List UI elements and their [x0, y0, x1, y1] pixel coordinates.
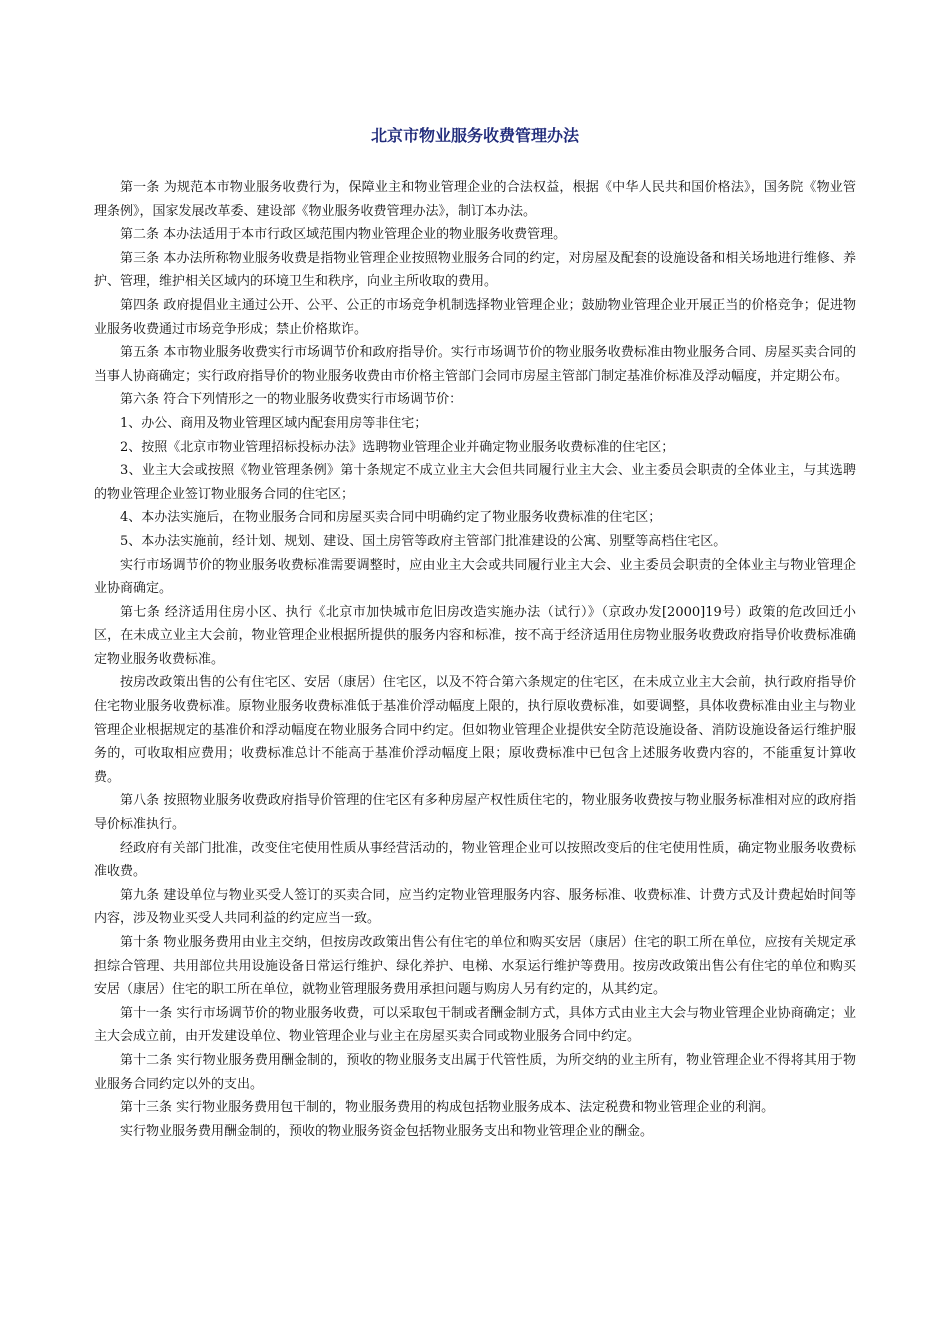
paragraph-item-4: 4、本办法实施后，在物业服务合同和房屋买卖合同中明确约定了物业服务收费标准的住宅区； — [120, 510, 662, 526]
document-title: 北京市物业服务收费管理办法 — [370, 126, 579, 145]
paragraph-article-7: 第七条 经济适用住房小区、执行《北京市加快城市危旧房改造实施办法（试行）》（京政办发[2000]19号）政策的危改回迁小区，在未成立业主大会前，物业管理企业根据所提供的服务内容和标准，按不高于经济适用住房物业服务收费政府指导价收费标准确定物业服务收费标准。 — [94, 604, 856, 667]
paragraph-article-13: 第十三条 实行物业服务费用包干制的，物业服务费用的构成包括物业服务成本、法定税费和物业管理企业的利润。 — [120, 1100, 775, 1116]
paragraph-article-7-note: 按房改政策出售的公有住宅区、安居（康居）住宅区，以及不符合第六条规定的住宅区，在未成立业主大会前，执行政府指导价住宅物业服务收费标准。原物业服务收费标准低于基准价浮动幅度上限的，执行原收费标准，如要调整，具体收费标准由业主与物业管理企业根据规定的基准价和浮动幅度在物业服务合同中约定。但如物业管理企业提供安全防范设施设备、消防设施设备运行维护服务的，可收取相应费用；收费标准总计不能高于基准价浮动幅度上限；原收费标准中已包含上述服务收费内容的，不能重复计算收费。 — [94, 675, 856, 785]
paragraph-article-11: 第十一条 实行市场调节价的物业服务收费，可以采取包干制或者酬金制方式，具体方式由业主大会与物业管理企业协商确定；业主大会成立前，由开发建设单位、物业管理企业与业主在房屋买卖合同或物业服务合同中约定。 — [94, 1005, 856, 1045]
paragraph-article-10: 第十条 物业服务费用由业主交纳，但按房改政策出售公有住宅的单位和购买安居（康居）住宅的职工所在单位，应按有关规定承担综合管理、共用部位共用设施设备日常运行维护、绿化养护、电梯、水泵运行维护等费用。按房改政策出售公有住宅的单位和购买安居（康居）住宅的职工所在单位，就物业管理服务费用承担问题与购房人另有约定的，从其约定。 — [94, 935, 856, 998]
paragraph-article-13-note: 实行物业服务费用酬金制的，预收的物业服务资金包括物业服务支出和物业管理企业的酬金。 — [120, 1123, 654, 1139]
paragraph-article-5: 第五条 本市物业服务收费实行市场调节价和政府指导价。实行市场调节价的物业服务收费标准由物业服务合同、房屋买卖合同的当事人协商确定；实行政府指导价的物业服务收费由市价格主管部门会同市房屋主管部门制定基准价标准及浮动幅度，并定期公布。 — [94, 345, 856, 384]
paragraph-article-2: 第二条 本办法适用于本市行政区域范围内物业管理企业的物业服务收费管理。 — [120, 227, 567, 243]
document-body — [94, 176, 856, 1143]
paragraph-article-6: 第六条 符合下列情形之一的物业服务收费实行市场调节价： — [120, 392, 463, 408]
paragraph-item-3: 3、业主大会或按照《物业管理条例》第十条规定不成立业主大会但共同履行业主大会、业主委员会职责的全体业主，与其选聘的物业管理企业签订物业服务合同的住宅区； — [94, 463, 856, 502]
paragraph-article-9: 第九条 建设单位与物业买受人签订的买卖合同，应当约定物业管理服务内容、服务标准、收费标准、计费方式及计费起始时间等内容，涉及物业买受人共同利益的约定应当一致。 — [94, 887, 856, 927]
paragraph-item-1: 1、办公、商用及物业管理区域内配套用房等非住宅； — [120, 415, 428, 431]
paragraph-item-2: 2、按照《北京市物业管理招标投标办法》选聘物业管理企业并确定物业服务收费标准的住宅区； — [120, 439, 675, 455]
paragraph-article-4: 第四条 政府提倡业主通过公开、公平、公正的市场竞争机制选择物业管理企业；鼓励物业管理企业开展正当的价格竞争；促进物业服务收费通过市场竞争形成；禁止价格欺诈。 — [94, 297, 856, 337]
paragraph-article-6-note: 实行市场调节价的物业服务收费标准需要调整时，应由业主大会或共同履行业主大会、业主委员会职责的全体业主与物业管理企业协商确定。 — [94, 557, 856, 597]
paragraph-article-8-note: 经政府有关部门批准，改变住宅使用性质从事经营活动的，物业管理企业可以按照改变后的住宅使用性质，确定物业服务收费标准收费。 — [94, 840, 856, 880]
paragraph-article-1: 第一条 为规范本市物业服务收费行为，保障业主和物业管理企业的合法权益，根据《中华人民共和国价格法》，国务院《物业管理条例》，国家发展改革委、建设部《物业服务收费管理办法》，制订本办法。 — [94, 180, 856, 219]
paragraph-article-3: 第三条 本办法所称物业服务收费是指物业管理企业按照物业服务合同的约定，对房屋及配套的设施设备和相关场地进行维修、养护、管理，维护相关区域内的环境卫生和秩序，向业主所收取的费用。 — [94, 250, 856, 290]
paragraph-article-8: 第八条 按照物业服务收费政府指导价管理的住宅区有多种房屋产权性质住宅的，物业服务收费按与物业服务标准相对应的政府指导价标准执行。 — [94, 793, 856, 833]
paragraph-item-5: 5、本办法实施前，经计划、规划、建设、国土房管等政府主管部门批准建设的公寓、别墅等高档住宅区。 — [120, 533, 727, 549]
paragraph-article-12: 第十二条 实行物业服务费用酬金制的，预收的物业服务支出属于代管性质，为所交纳的业主所有，物业管理企业不得将其用于物业服务合同约定以外的支出。 — [94, 1052, 856, 1092]
